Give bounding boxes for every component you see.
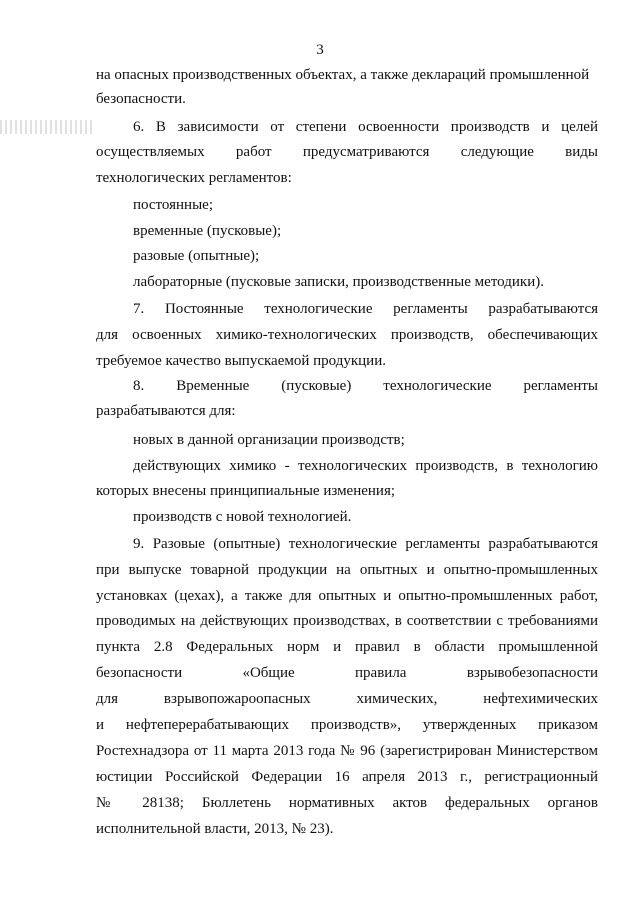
list-item: временные (пусковые);	[133, 223, 282, 239]
text-line: установках (цехах), а также для опытных и опытно-промышленных работ,	[96, 588, 598, 604]
text-line: 9. Разовые (опытные) технологические регламенты разрабатываются	[133, 536, 598, 552]
list-item: новых в данной организации производств;	[133, 432, 405, 448]
text-line: безопасности «Общие правила взрывобезопасности	[96, 665, 598, 681]
list-item: разовые (опытные);	[133, 248, 260, 264]
list-item: лабораторные (пусковые записки, производственные методики).	[133, 274, 544, 290]
text-line: технологических регламентов:	[96, 170, 292, 186]
text-line: для освоенных химико-технологических производств, обеспечивающих	[96, 327, 598, 343]
text-line: юстиции Российской Федерации 16 апреля 2013 г., регистрационный	[96, 769, 598, 785]
text-line: при выпуске товарной продукции на опытных и опытно-промышленных	[96, 562, 598, 578]
text-line: пункта 2.8 Федеральных норм и правил в области промышленной	[96, 639, 598, 655]
list-item: действующих химико - технологических производств, в технологию	[133, 458, 598, 474]
text-line: которых внесены принципиальные изменения;	[96, 483, 396, 499]
text-line: требуемое качество выпускаемой продукции.	[96, 353, 386, 369]
list-item: постоянные;	[133, 197, 213, 213]
text-line: и нефтеперерабатывающих производств», утвержденных приказом	[96, 717, 598, 733]
page-number: 3	[316, 42, 324, 58]
text-line: 6. В зависимости от степени освоенности производств и целей	[133, 119, 598, 135]
list-item: производств с новой технологией.	[133, 509, 352, 525]
text-line: для взрывопожароопасных химических, нефтехимических	[96, 691, 598, 707]
scan-artifact	[0, 120, 95, 134]
text-line: на опасных производственных объектах, а также деклараций промышленной	[96, 67, 590, 83]
text-line: № 28138; Бюллетень нормативных актов федеральных органов	[96, 795, 598, 811]
text-line: исполнительной власти, 2013, № 23).	[96, 821, 334, 837]
text-line: безопасности.	[96, 91, 186, 107]
text-line: 8. Временные (пусковые) технологические регламенты	[133, 378, 598, 394]
text-line: разрабатываются для:	[96, 403, 236, 419]
text-line: Ростехнадзора от 11 марта 2013 года № 96 (зарегистрирован Министерством	[96, 743, 598, 759]
text-line: проводимых на действующих производствах, в соответствии с требованиями	[96, 613, 598, 629]
text-line: осуществляемых работ предусматриваются следующие виды	[96, 144, 598, 160]
text-line: 7. Постоянные технологические регламенты разрабатываются	[133, 301, 598, 317]
